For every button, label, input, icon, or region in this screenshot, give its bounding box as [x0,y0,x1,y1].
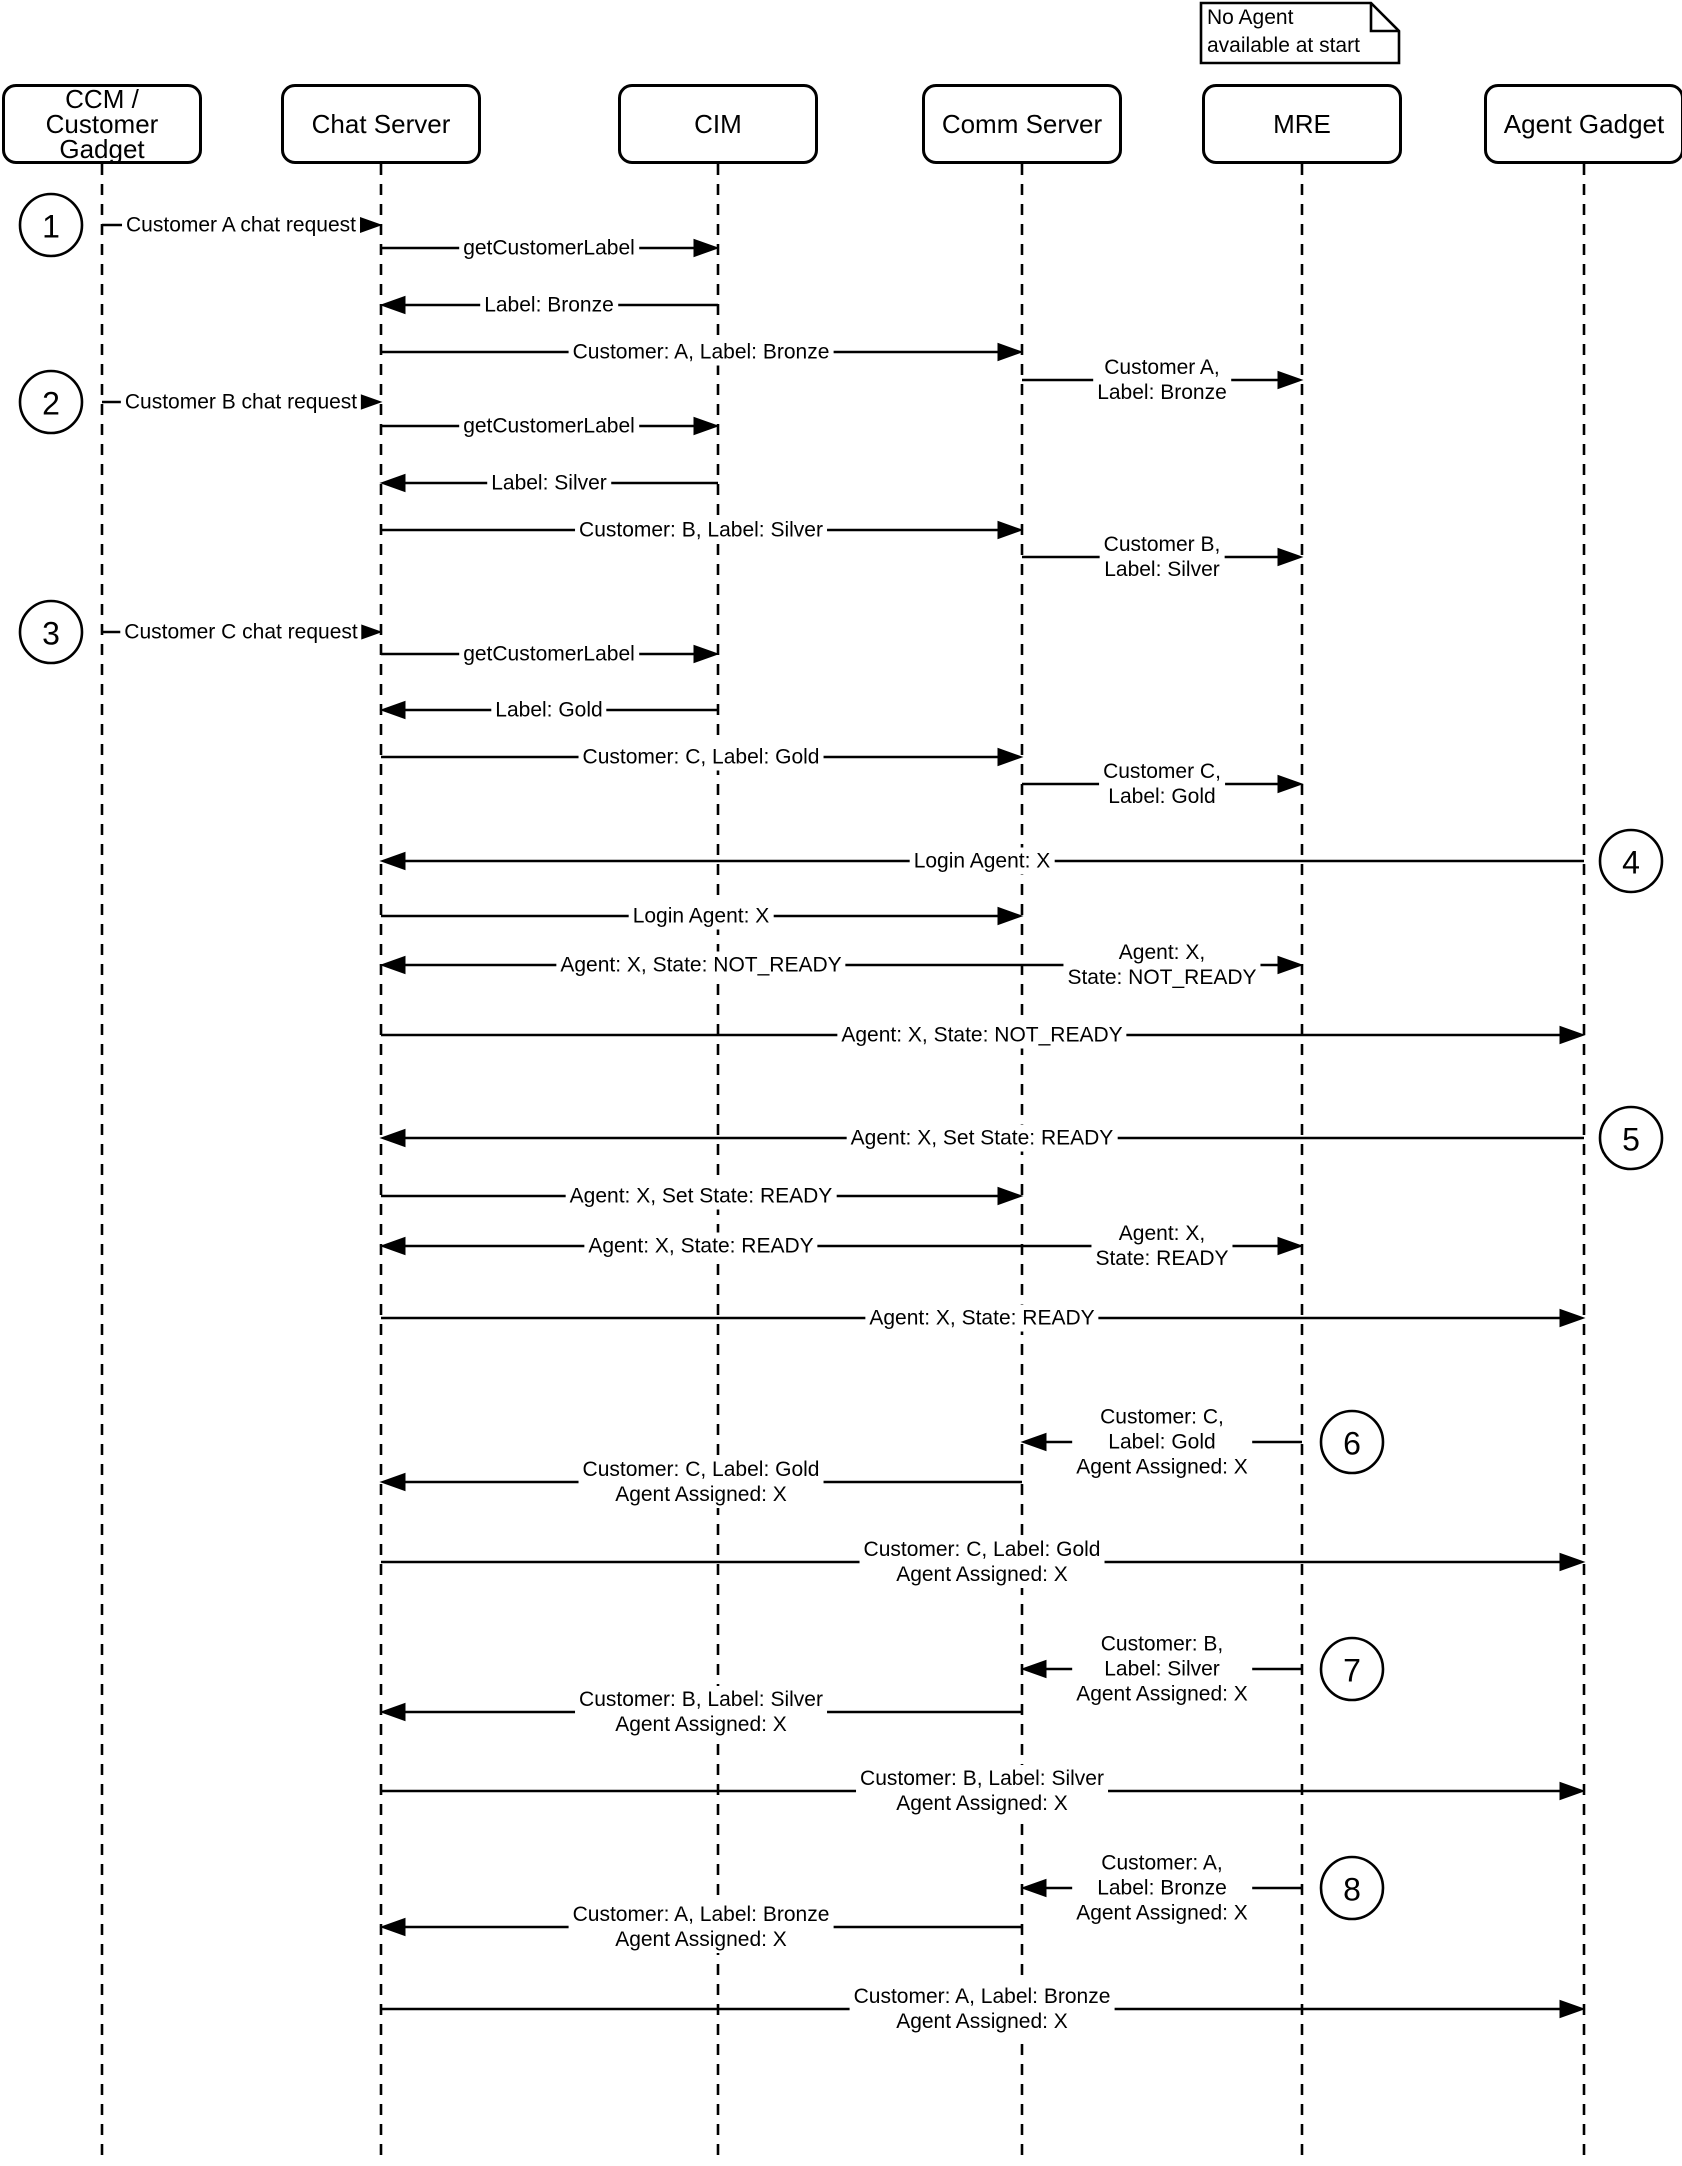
message-label-line: Agent Assigned: X [615,1483,787,1506]
arrowhead-icon-34 [1560,2001,1584,2018]
message-label-line: Agent Assigned: X [1076,1682,1248,1706]
message-label-line: Customer C chat request [124,620,358,644]
message-label-line: Label: Bronze [1097,1876,1227,1900]
message-label-line: Customer: C, Label: Gold [582,745,820,769]
message-label-33 [569,1901,834,1953]
step-number-2: 2 [42,385,60,422]
message-label-line: Agent Assigned: X [896,1563,1068,1586]
message-label-21 [847,1125,1118,1152]
actor-box-ccm [2,84,202,164]
message-label-13 [491,697,606,724]
message-label-line: Login Agent: X [632,904,770,928]
step-number-6: 6 [1343,1425,1361,1462]
message-label-line: Agent: X, State: READY [869,1306,1095,1330]
arrowhead-icon-30 [381,1704,405,1721]
message-label-line: Agent: X, Set State: READY [850,1126,1114,1150]
arrowhead-icon-33 [381,1919,405,1936]
arrowhead-icon-20 [1560,1027,1584,1044]
message-label-22 [566,1183,837,1210]
message-label-26 [1072,1404,1252,1481]
message-label-18 [556,952,845,979]
arrowhead-icon-1 [357,217,381,234]
message-label-line: Customer B chat request [124,390,358,414]
actor-box-comm [922,84,1122,164]
message-label-line: Agent: X, Set State: READY [569,1184,833,1208]
message-label-24 [1091,1220,1232,1272]
message-label-line: Label: Gold [1108,1430,1216,1454]
message-label-17 [629,903,774,930]
message-label-line: Agent Assigned: X [615,1713,787,1736]
message-label-25 [865,1305,1098,1332]
message-label-9 [575,517,827,544]
arrowhead-icon-14 [998,749,1022,766]
step-number-7: 7 [1343,1652,1361,1689]
message-label-line: Agent: X, [1118,941,1206,964]
message-label-line: Agent Assigned: X [1076,1901,1248,1925]
actor-box-chat [281,84,481,164]
message-label-7 [459,413,639,440]
message-label-line: Label: Gold [495,698,603,722]
actor-label-line: MRE [1273,108,1331,139]
message-label-16 [910,848,1055,875]
message-label-5 [1093,354,1231,406]
step-number-1: 1 [42,208,60,245]
arrowhead-icon-12 [694,646,718,663]
message-label-line: Customer: B, Label: Silver [579,1688,823,1711]
arrowhead-icon-29 [1022,1661,1046,1678]
message-label-line: Customer B, [1103,533,1221,556]
arrowhead-icon-26 [1022,1434,1046,1451]
message-label-line: Customer: B, Label: Silver [860,1767,1104,1790]
message-label-32 [1072,1850,1252,1927]
message-label-3 [480,292,618,319]
message-label-line: Customer: A, [1101,1851,1223,1875]
actor-label-line: Gadget [59,133,145,164]
actor-box-cim [618,84,818,164]
arrowhead-icon-23 [381,1238,405,1255]
message-label-line: Agent Assigned: X [615,1928,787,1951]
message-label-10 [1100,531,1225,583]
message-label-line: Label: Silver [491,471,607,495]
step-number-4: 4 [1622,844,1640,881]
message-label-line: Agent Assigned: X [896,2010,1068,2033]
message-label-line: Agent: X, State: READY [588,1234,814,1258]
message-label-31 [856,1765,1108,1817]
arrowhead-icon-28 [1560,1554,1584,1571]
step-number-8: 8 [1343,1871,1361,1908]
arrowhead-icon-21 [381,1130,405,1147]
actor-box-ag [1484,84,1682,164]
actor-label-line: Chat Server [311,108,451,139]
message-label-line: Label: Bronze [484,293,614,317]
message-label-line: Agent Assigned: X [896,1792,1068,1815]
message-label-line: Customer A chat request [126,213,356,237]
message-label-1 [122,212,360,239]
message-label-28 [860,1536,1105,1588]
message-label-line: Agent: X, State: NOT_READY [841,1023,1123,1047]
arrowhead-icon-24 [1278,1238,1302,1255]
arrowhead-icon-7 [694,418,718,435]
message-label-line: State: READY [1095,1247,1229,1270]
note-text-line: No Agent [1207,6,1294,29]
actor-label-line: CIM [694,108,742,139]
message-label-line: Label: Silver [1104,558,1220,581]
message-label-line: getCustomerLabel [463,414,635,438]
message-label-6 [121,389,361,416]
message-label-line: Customer: A, Label: Bronze [853,1985,1111,2008]
actor-label-line: Agent Gadget [1503,108,1665,139]
message-label-30 [575,1686,827,1738]
arrowhead-icon-4 [998,344,1022,361]
arrowhead-icon-25 [1560,1310,1584,1327]
arrowhead-icon-27 [381,1474,405,1491]
actor-box-mre [1202,84,1402,164]
message-label-4 [569,339,834,366]
step-number-5: 5 [1622,1121,1640,1158]
arrowhead-icon-8 [381,475,405,492]
arrowhead-icon-3 [381,297,405,314]
message-label-line: Customer: C, Label: Gold [863,1538,1101,1561]
actor-label-line: CCM / [65,83,139,114]
arrowhead-icon-15 [1278,776,1302,793]
step-number-3: 3 [42,615,60,652]
message-label-line: Customer: B, Label: Silver [579,518,823,542]
actor-label-line: Customer [45,108,159,139]
arrowhead-icon-16 [381,853,405,870]
message-label-11 [120,619,361,646]
message-label-line: getCustomerLabel [463,236,635,260]
message-label-line: Customer: C, Label: Gold [582,1458,820,1481]
message-label-line: Agent: X, State: NOT_READY [560,953,842,977]
message-label-2 [459,235,639,262]
message-label-line: State: NOT_READY [1067,966,1257,989]
note-text-line: available at start [1207,34,1360,57]
message-label-line: Agent: X, [1118,1222,1206,1245]
message-label-line: Label: Gold [1108,785,1216,808]
message-label-line: Label: Silver [1104,1657,1220,1681]
arrowhead-icon-5 [1278,372,1302,389]
message-label-line: Login Agent: X [913,849,1051,873]
message-label-19 [1063,939,1260,991]
note-no-agent-available [1207,4,1360,60]
arrowhead-icon-17 [998,908,1022,925]
arrowhead-icon-32 [1022,1880,1046,1897]
message-label-20 [837,1022,1126,1049]
message-label-line: Label: Bronze [1097,381,1227,404]
message-label-line: Customer: B, [1100,1632,1224,1656]
message-label-line: Customer A, [1104,356,1220,379]
message-label-line: Customer C, [1103,760,1221,783]
actor-label-line: Comm Server [941,108,1103,139]
arrowhead-icon-31 [1560,1783,1584,1800]
message-label-line: Customer: A, Label: Bronze [572,340,830,364]
arrowhead-icon-13 [381,702,405,719]
message-label-15 [1099,758,1225,810]
arrowhead-icon-9 [998,522,1022,539]
message-label-14 [579,744,824,771]
message-label-34 [850,1983,1115,2035]
arrowhead-icon-18 [381,957,405,974]
message-label-line: Agent Assigned: X [1076,1455,1248,1479]
arrowhead-icon-19 [1278,957,1302,974]
arrowhead-icon-22 [998,1188,1022,1205]
arrowhead-icon-2 [694,240,718,257]
message-label-line: getCustomerLabel [463,642,635,666]
message-label-line: Customer: C, [1100,1405,1224,1429]
message-label-8 [487,470,611,497]
message-label-23 [584,1233,817,1260]
message-label-27 [579,1456,824,1508]
arrowhead-icon-10 [1278,549,1302,566]
message-label-12 [459,641,639,668]
message-label-29 [1072,1631,1252,1708]
message-label-line: Customer: A, Label: Bronze [572,1903,830,1926]
